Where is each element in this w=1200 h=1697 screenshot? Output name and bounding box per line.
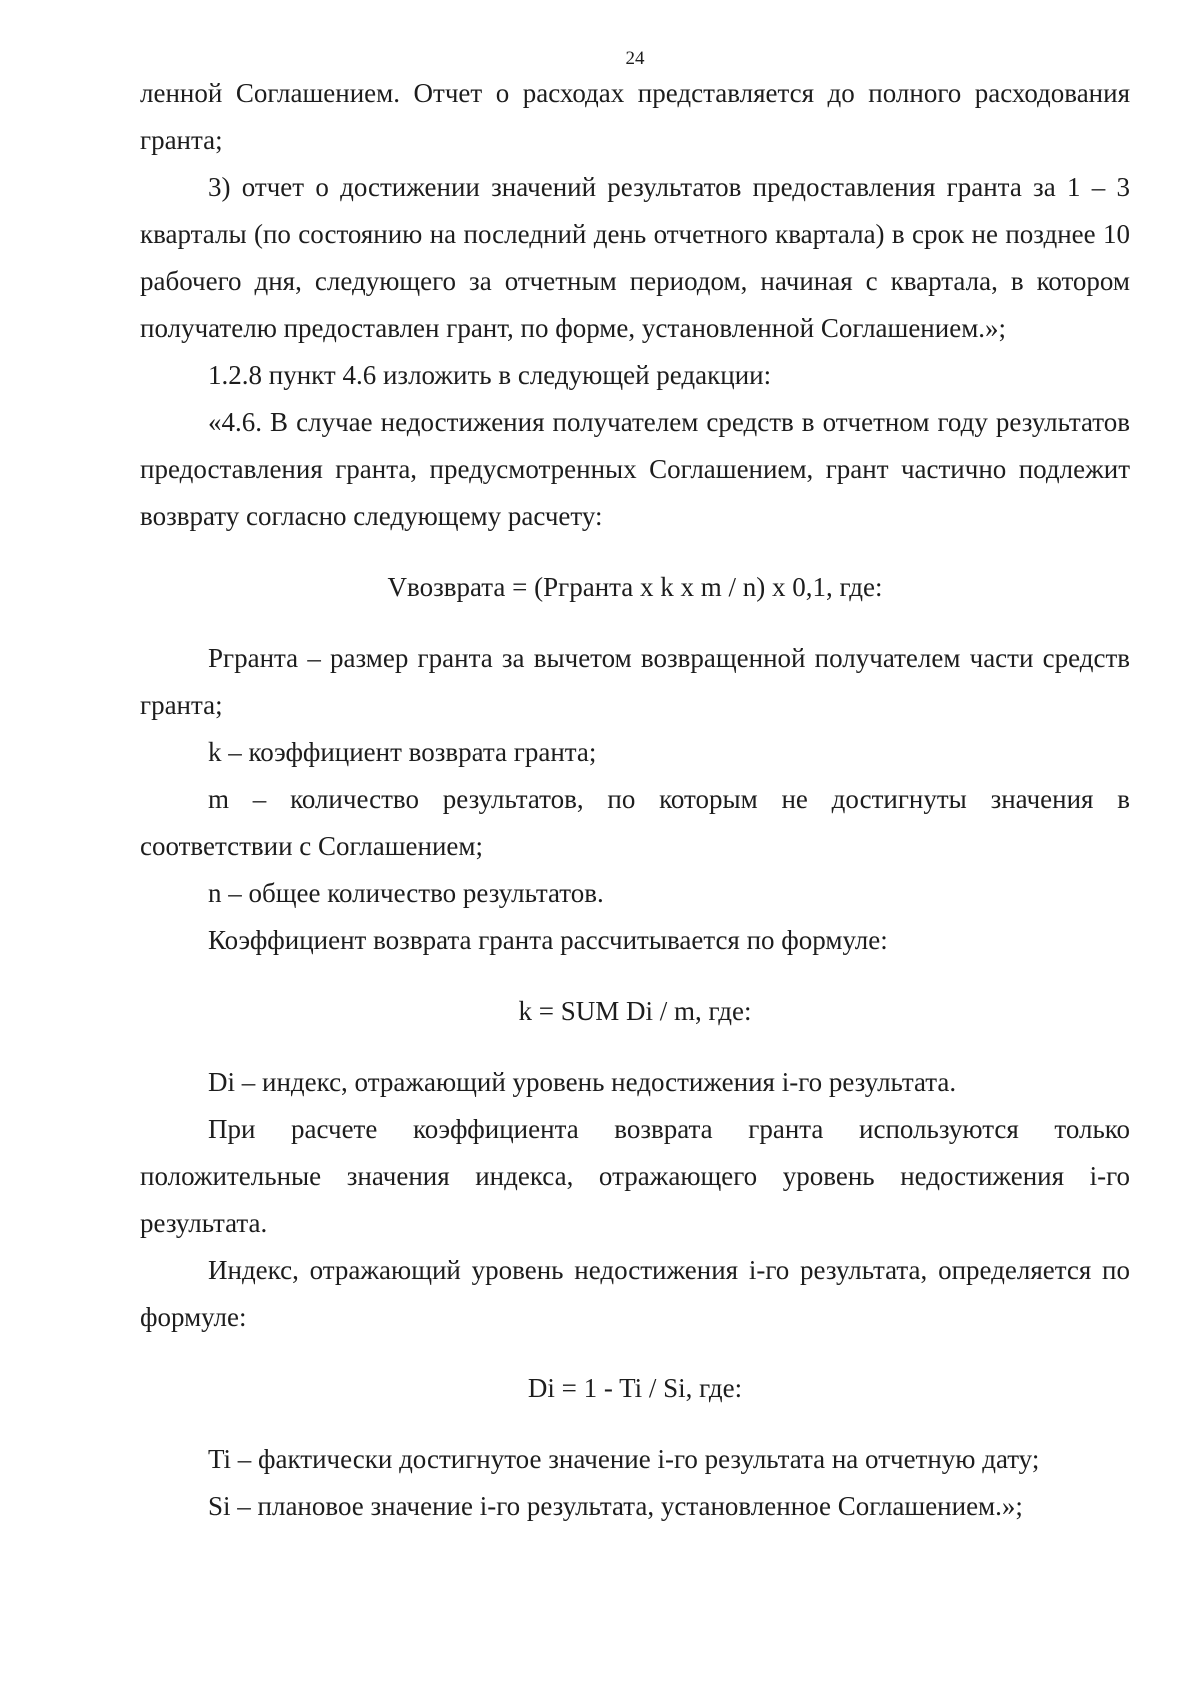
paragraph-continuation: ленной Соглашением. Отчет о расходах представляется до полного расходования гранта; (140, 78, 1130, 155)
paragraph-amendment-1-2-8: 1.2.8 пункт 4.6 изложить в следующей редакции: (208, 360, 772, 390)
definition-n: n – общее количество результатов. (208, 878, 604, 908)
definition-di: Di – индекс, отражающий уровень недостижения i-го результата. (208, 1067, 957, 1097)
formula-index-di: Di = 1 - Ti / Si, где: (527, 1373, 743, 1403)
definition-grant-size: Ргранта – размер гранта за вычетом возвращенной получателем части средств гранта; (140, 643, 1130, 720)
paragraph-positive-values: При расчете коэффициента возврата гранта используются только положительные значения индекса, отражающего уровень недостижения i-го результата. (140, 1114, 1130, 1238)
document-body (140, 70, 1130, 1530)
paragraph-coefficient-intro: Коэффициент возврата гранта рассчитывается по формуле: (208, 925, 888, 955)
definition-k: k – коэффициент возврата гранта; (208, 737, 597, 767)
formula-refund-volume: Vвозврата = (Ргранта x k x m / n) x 0,1, где: (387, 572, 883, 602)
definition-ti: Ti – фактически достигнутое значение i-го результата на отчетную дату; (208, 1444, 1040, 1474)
page-number: 24 (625, 48, 645, 69)
paragraph-clause-4-6: «4.6. В случае недостижения получателем средств в отчетном году результатов предоставления гранта, предусмотренных Соглашением, грант частично подлежит возврату согласно следующему расчету: (140, 407, 1130, 531)
paragraph-index-intro: Индекс, отражающий уровень недостижения i-го результата, определяется по формуле: (140, 1255, 1130, 1332)
definition-m: m – количество результатов, по которым не достигнуты значения в соответствии с Соглашением; (140, 784, 1130, 861)
definition-si: Si – плановое значение i-го результата, установленное Соглашением.»; (208, 1491, 1023, 1521)
formula-coefficient-k: k = SUM Di / m, где: (518, 996, 752, 1026)
paragraph-report-item-3: 3) отчет о достижении значений результатов предоставления гранта за 1 – 3 кварталы (по состоянию на последний день отчетного квартала) в срок не позднее 10 рабочего дня, следующего за отчетным периодом, начиная с квартала, в котором получателю предоставлен грант, по форме, установленной Соглашением.»; (140, 172, 1130, 343)
